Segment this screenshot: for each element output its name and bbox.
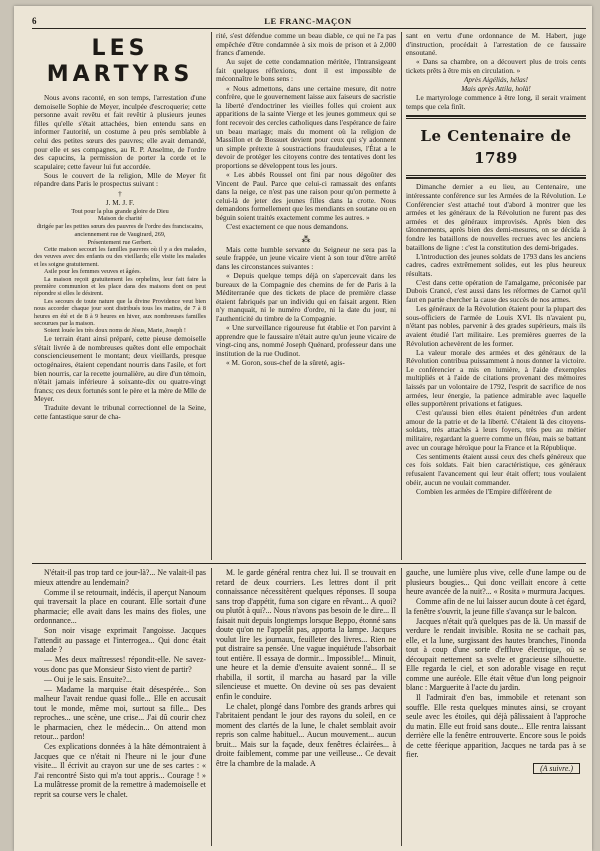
paragraph: Le martyrologe commence à être long, il serait vraiment temps que cela finît. xyxy=(406,93,586,111)
paragraph: C'est qu'aussi bien elles étaient pénétrées d'un ardent amour de la patrie et de la liberté. C'étaient là des citoyens-soldats, très attachés à leurs foyers, très peu au métier militaire, regardant la guerre comme un fléau, mais se battant avec un courage héroïque pour la France et la République. xyxy=(406,408,586,452)
paragraph: Le terrain étant ainsi préparé, cette pieuse demoiselle s'était livrée à de nombreuses quêtes dont elle empochait consciencieusement le montant; deux vieillards, presque octogénaires, étaient cependant nourris dans l'asile, et fort bien nourris, car la recette journalière, au dire d'un témoin, n'était jamais inférieure à soixante-dix ou quatre-vingt francs; ces deux fortunés sont le père et la mère de Mlle de Meyer. xyxy=(34,334,206,404)
column-divider xyxy=(401,32,402,560)
column-three-top xyxy=(406,32,586,562)
feuilleton-column-2 xyxy=(216,568,396,848)
column-divider xyxy=(211,568,212,846)
column-divider xyxy=(211,32,212,560)
feuilleton-rule xyxy=(32,563,586,564)
paragraph: Combien les armées de l'Empire différèrent de xyxy=(416,486,552,496)
prospectus-line: Tout pour la plus grande gloire de Dieu xyxy=(71,207,169,215)
paragraph: — Mes deux maîtresses! répondit-elle. Ne savez-vous donc pas que Monsieur Sisto vient de partir? xyxy=(34,655,206,674)
quote-paragraph: « M. Goron, sous-chef de la sûreté, agis- xyxy=(226,357,345,367)
prospectus-heading: J. M. J. F. xyxy=(105,197,135,207)
paragraph: gauche, une lumière plus vive, celle d'une lampe ou de plusieurs bougies... Qui donc veillait encore à cette heure avancée de la nuit?... « Rosita » murmura Jacques. xyxy=(406,568,586,596)
paragraph: Il l'admirait d'en bas, immobile et retenant son souffle. Elle resta quelques minutes ainsi, se croyant seule avec les étoiles, qui déjà pâlissaient à l'approche du matin. Elle eut froid sans doute... Elle rentra laissant derrière elle la fenêtre entrouverte. Encore sous le poids de cette féerique apparition, Jacques ne tarda pas à se fier. xyxy=(406,693,586,759)
article-title-martyrs: LES MARTYRS xyxy=(46,36,194,87)
prospectus-paragraph: Cette maison secourt les familles pauvres où il y a des malades, des veuves avec des enfants ou des vieillards; elle visite les malades et les soigne gratuitement. xyxy=(34,246,206,268)
quote-paragraph: « Les abbés Roussel ont fini par nous dégoûter des Vincent de Paul. Parce que celui-ci ramassait des enfants dans la neige, ce n'est pas une raison pour qu'on permette à celui-là de jeter des jeunes filles dans la crotte. Nous demandons formellement que les mendiants en soutane ou en béguin soient traités exactement comme les autres. » xyxy=(216,170,396,222)
prospectus-paragraph: Les secours de toute nature que la divine Providence veut bien nous accorder chaque jour sont distribués tous les matins, de 7 à 8 heures en été et de 8 à 9 heures en hiver, aux nombreuses familles secourues par la maison. xyxy=(34,298,206,327)
newspaper-page xyxy=(14,6,592,851)
prospectus-paragraph: La maison reçoit gratuitement les orphelins, leur fait faire la première communion et les place dans des maisons dont on peut répondre si elles le désirent. xyxy=(34,276,206,298)
paragraph: — Oui je le sais. Ensuite?... xyxy=(44,674,132,684)
paragraph: Sous le couvert de la religion, Mlle de Meyer fit répandre dans Paris le prospectus suivant : xyxy=(34,170,206,189)
column-divider xyxy=(401,568,402,846)
prospectus-line: anciennement rue de Vaugirard, 269, xyxy=(74,230,166,238)
article-martyrs-continued xyxy=(216,32,396,562)
section-separator: ⁂ xyxy=(301,233,311,244)
paragraph: Les généraux de la Révolution étaient pour la plupart des sous-officiers de l'armée de Louis XVI. Ils n'avaient pu, n'étant pas nobles, parvenir à des grades supérieurs, mais ils avaient étudié l'art militaire. Les premières guerres de la Révolution achevèrent de les former. xyxy=(406,304,586,348)
paragraph: sant en vertu d'une ordonnance de M. Habert, juge d'instruction, procédait à l'arrestation de ce faussaire ensoutané. xyxy=(406,32,586,58)
paragraph: Son noir visage exprimait l'angoisse. Jacques l'attendit au passage et l'interrogea... Qui donc était malade ? xyxy=(34,626,206,654)
paragraph: C'est dans cette opération de l'amalgame, préconisée par Dubois Crancé, c'est aussi dans les réformes de Carnot qu'il faut en partie chercher la cause des succès de nos armes. xyxy=(406,277,586,305)
feuilleton-column-1 xyxy=(34,568,206,848)
quote-paragraph: « Une surveillance rigoureuse fut établie et l'on parvint à apprendre que le faussaire n'était autre qu'un jeune vicaire de vingt-cinq ans, nommé Joseph Quénard, professeur dans une institution de la rue Oudinot. xyxy=(216,323,396,358)
paragraph: Jacques n'était qu'à quelques pas de là. Un massif de verdure le rendait invisible. Rosita ne se cachait pas, elle, et la lune, surgissant des hautes branches, l'inonda tout à coup d'une sorte d'effluve électrique, où se découpait nettement sa svelte et gracieuse silhouette. Elle regarda le ciel, et son adorable visage en reçut comme une auréole. Elle était vêtue d'un long peignoir blanc : Marguerite à l'acte du jardin. xyxy=(406,616,586,692)
paragraph: Comme il se retournait, indécis, il aperçut Nanoum qui traversait la place en courant. Elle sortait d'une pharmacie; elle avait dans les mains des fioles, une ordonnance... xyxy=(34,587,206,625)
page-number: 6 xyxy=(32,16,37,26)
paragraph: L'introduction des jeunes soldats de 1793 dans les anciens cadres, cadres extrêmement solides, eut les plus heureux résultats. xyxy=(406,251,586,278)
paragraph: Mais cette humble servante du Seigneur ne sera pas la seule frappée, un jeune vicaire vient à son tour d'être arrêté dans les circonstances suivantes : xyxy=(216,244,396,271)
journal-title: LE FRANC-MAÇON xyxy=(264,16,352,26)
quote-paragraph: « Nous admettons, dans une certaine mesure, dit notre confrère, que le gouvernement laisse aux faiseurs de sacristie la liberté d'endoctriner les vieilles folles qui croient aux apparitions de la sainte Vierge et les jeunes gommeux qui se font recevoir des cercles catholiques dans l'espérance de faire un beau mariage; mais du moment où la religion de Massillon et de Bossuet devient pour ceux qui s'y adonnent un simple prétexte à soustractions frauduleuses, l'État a le devoir de protéger les citoyens contre des tentatives dont les proportions se développent tous les jours. xyxy=(216,83,396,170)
to-be-continued-label: (A suivre.) xyxy=(533,763,580,774)
paragraph: C'est exactement ce que nous demandons. xyxy=(226,222,349,232)
feuilleton-column-3 xyxy=(406,568,586,848)
paragraph: Traduite devant le tribunal correctionnel de la Seine, cette fantastique sœur de cha- xyxy=(34,403,206,422)
header-rule xyxy=(32,28,586,29)
paragraph: Nous avons raconté, en son temps, l'arrestation d'une demoiselle Sophie de Meyer, inculpée d'escroquerie; cette personne avait revêtu et fait revêtir à plusieurs jeunes filles qu'elle s'était attachées, bien entendu sans en informer l'autorité, un costume à peu près semblable à celui des petites sœurs des pauvres; elle avait demandé, pour elle et ses compagnes, au R. P. Anselme, de l'ordre des capucins, la permission de porter la corde et le scapulaire; cette faveur lui fut accordée. xyxy=(34,93,206,171)
paragraph: Dimanche dernier a eu lieu, au Centenaire, une intéressante conférence sur les Armées de la Révolution. Le Conférencier s'est attaché tout d'abord à montrer que les armées et les généraux de la Révolution ne furent pas des armées et des généraux improvisés. Après bien des tâtonnements, après bien des demi-mesures, on se décida à fondre les bataillons de nouvelles recrues avec les anciens bataillons de ligne : c'est la constitution des demi-brigades. xyxy=(406,182,586,252)
paragraph: N'était-il pas trop tard ce jour-là?... Ne valait-il pas mieux attendre au lendemain? xyxy=(34,568,206,587)
quote-paragraph: « Dans sa chambre, on a découvert plus de trois cents tickets prêts à être mis en circulation. » xyxy=(406,57,586,75)
article-martyrs xyxy=(34,32,206,562)
paragraph: Ces explications données à la hâte démontraient à Jacques que ce n'était ni l'heure ni le jour d'une visite... Il écrivit au crayon sur une de ses cartes : « J'ai rencontré Sisto qui m'a tout appris... Courage ! » La mulâtresse promit de la remettre à mademoiselle et reprit sa course vers le chalet. xyxy=(34,742,206,799)
paragraph: Comme afin de ne lui laisser aucun doute à cet égard, la fenêtre s'ouvrit, la jeune fille s'avança sur le balcon. xyxy=(406,597,586,616)
prospectus-line: Présentement rue Gerbert. xyxy=(87,238,153,246)
paragraph: Au sujet de cette condamnation méritée, l'Intransigeant fait quelques réflexions, dont il est impossible de méconnaître le bons sens : xyxy=(216,57,396,84)
paragraph: Ces sentiments étaient aussi ceux des chefs généreux que ces fois soldats. Fait bien caractéristique, ces généraux refusaient l'avancement qui leur était offert; tous voulaient obéir, aucun ne voulait commander. xyxy=(406,451,586,487)
verse-line: Mais après Attila, holà! xyxy=(461,84,531,94)
paragraph: rité, s'est défendue comme un beau diable, ce qui ne l'a pas empêchée d'être condamnée à six mois de prison et à 2,000 francs d'amende. xyxy=(216,32,396,58)
paragraph: La valeur morale des armées et des généraux de la Révolution contribua puissamment à nous donner la victoire. Le conférencier a mis en lumière, à l'aide d'exemples multipliés et à l'aide de citations provenant des mémoires laissés par un volontaire de 1792, l'esprit de sacrifice de nos armées, leur énergie, la patience admirable avec laquelle elles supportèrent privations et fatigues. xyxy=(406,347,586,409)
running-head xyxy=(32,14,584,28)
paragraph: M. le garde général rentra chez lui. Il se trouvait en retard de deux courriers. Les lettres dont il prit connaissance nécessitèrent quelques réponses. Il soupa sans trop d'appétit, fuma son cigare en rêvant... A quoi? ou plutôt à qui?... Nous n'avons pas besoin de le dire... Il faisait nuit depuis longtemps lorsque Beppo, étonné sans doute qu'on ne l'appelât pas, apporta la lampe. Jacques voulut lire les journaux, feuilleter des livres... Rien ne put distraire sa pensée. Une vague inquiétude l'absorbait tout entière. Il essaya de dormir... Impossible!... Minuit, une heure et la demie d'ensuite avaient sonné... Il se rhabilla, il sortit, il marcha au hasard par la ville silencieuse et muette. On devine où ses pas devaient enfin le conduire. xyxy=(216,568,396,701)
prospectus-line: Maison de charité xyxy=(97,215,143,223)
to-be-continued xyxy=(406,764,586,774)
quote-paragraph: « Depuis quelque temps déjà on s'apercevait dans les bureaux de la Compagnie des chemins de fer de Paris à la Méditerranée que des tickets de place de première classe étaient fabriqués par un individu qui en faisait argent. Rien n'y manquait, ni le numéro d'ordre, ni la date du jour, ni l'authenticité du timbre de la Compagnie. xyxy=(216,270,396,323)
verse-line: Après Aigéliás, hélas! xyxy=(463,74,529,84)
paragraph: Le chalet, plongé dans l'ombre des grands arbres qui l'abritaient pendant le jour des rayons du soleil, en ce moment des clartés de la lune, le chalet semblait avoir repris son calme habituel... Aucun mouvement... aucun bruit... Mais sur la façade, deux fenêtres éclairées... à droite faiblement, comme par une veilleuse... Ce devait être la chambre de la malade. A xyxy=(216,701,396,768)
cross-symbol: † xyxy=(118,188,122,198)
prospectus-paragraph: Asile pour les femmes veuves et âgées. xyxy=(44,268,142,276)
prospectus-paragraph: Soient louée les très doux noms de Jésus, Marie, Joseph ! xyxy=(44,327,186,335)
prospectus-line: dirigée par les petites sœurs des pauvres de l'ordre des franciscains, xyxy=(36,223,204,231)
paragraph: — Madame la marquise était désespérée... Son malheur l'avait rendue quasi folle... Elle en accusait tout le monde, même moi, surtout sa fille... Des reproches... une scène, une crise... J'ai dû courir chez le pharmacien, chez le médecin... On attend mon retour... pardon! xyxy=(34,684,206,741)
centenaire-title-frame xyxy=(406,115,586,179)
article-title-centenaire: Le Centenaire de 1789 xyxy=(420,127,572,168)
